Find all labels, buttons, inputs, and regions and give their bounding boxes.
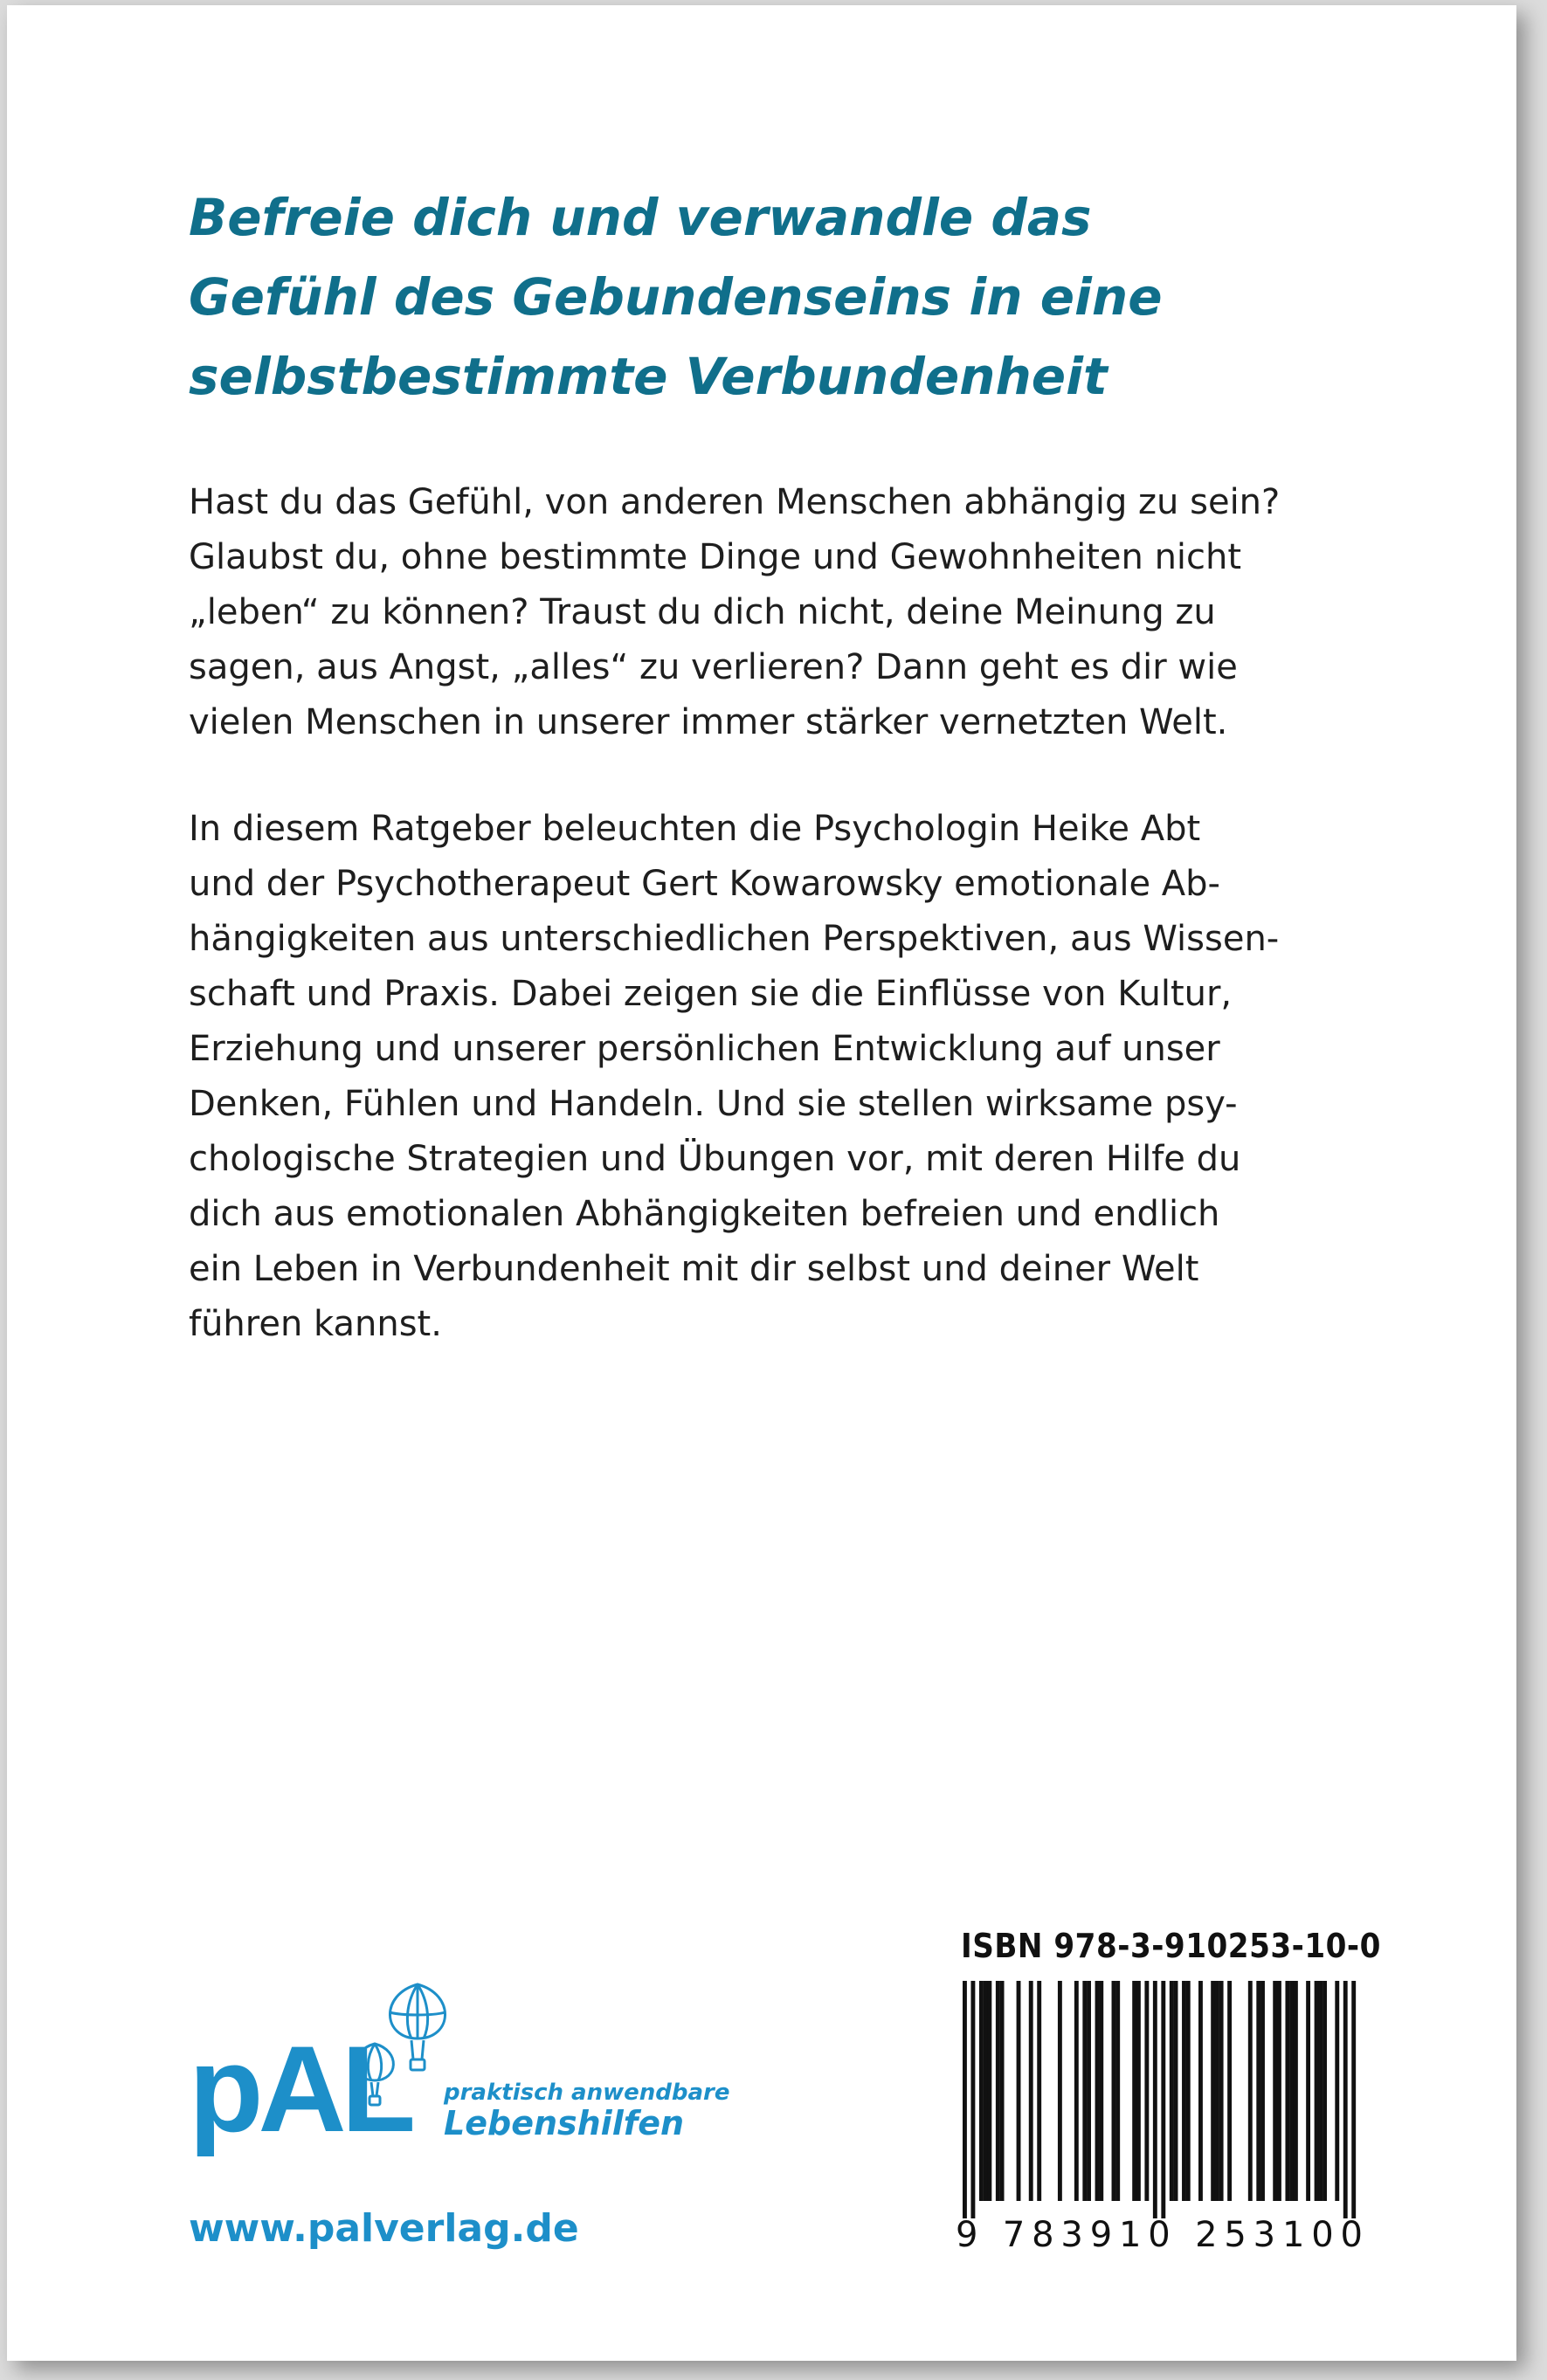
logo-tagline-top: praktisch anwendbare	[444, 2080, 730, 2106]
barcode-bar	[963, 1981, 967, 2218]
barcode-bar	[1074, 1981, 1079, 2201]
headline-line: Gefühl des Gebundenseins in eine	[189, 267, 1163, 327]
barcode-bar	[1153, 1981, 1157, 2218]
barcode-bar	[1260, 1981, 1265, 2201]
text-line: vielen Menschen in unserer immer stärker vernetzten Welt.	[189, 702, 1228, 742]
barcode-bar	[1248, 1981, 1253, 2201]
barcode-bar	[1335, 1981, 1339, 2201]
barcode-bar	[1273, 1981, 1277, 2201]
barcode-bar	[1306, 1981, 1310, 2201]
headline-line: selbstbestimmte Verbundenheit	[189, 347, 1108, 406]
text-line: Hast du das Gefühl, von anderen Menschen abhängig zu sein?	[189, 482, 1281, 522]
text-line: „leben“ zu können? Traust du dich nicht, deine Meinung zu	[189, 592, 1216, 632]
text-line: In diesem Ratgeber beleuchten die Psychologin Heike Abt	[189, 809, 1201, 849]
barcode-bar	[1289, 1981, 1294, 2201]
barcode-digits: 9 783910 253100	[956, 2215, 1363, 2255]
barcode-bar	[1323, 1981, 1327, 2201]
barcode-bar	[1174, 1981, 1178, 2201]
text-line: Glaubst du, ohne bestimmte Dinge und Gewohnheiten nicht	[189, 537, 1242, 577]
barcode-bar	[1087, 1981, 1091, 2201]
barcode-bar	[996, 1981, 1000, 2201]
barcode-bar	[1058, 1981, 1062, 2201]
barcode-bar	[1017, 1981, 1021, 2201]
barcode-bar	[1099, 1981, 1103, 2201]
text-line: sagen, aus Angst, „alles“ zu verlieren? Dann geht es dir wie	[189, 647, 1238, 687]
text-line: Erziehung und unserer persönlichen Entwicklung auf unser	[189, 1029, 1220, 1069]
barcode-bar	[1211, 1981, 1215, 2201]
headline-line: Befreie dich und verwandle das	[189, 188, 1092, 247]
barcode-bar	[1351, 1981, 1356, 2218]
barcode-bar	[1182, 1981, 1186, 2201]
barcode-bar	[1277, 1981, 1281, 2201]
logo-wordmark: pAL	[189, 2020, 411, 2157]
barcode-bar	[1198, 1981, 1203, 2201]
text-line: hängigkeiten aus unterschiedlichen Perspektiven, aus Wissen-	[189, 919, 1280, 959]
publisher-logo	[189, 1977, 730, 2204]
text-line: führen kannst.	[189, 1304, 442, 1344]
barcode-bar	[1136, 1981, 1141, 2201]
barcode-bar	[1227, 1981, 1232, 2201]
barcode-bar	[970, 1981, 975, 2218]
barcode-bar	[1343, 1981, 1348, 2218]
isbn-barcode	[950, 1977, 1368, 2255]
headline	[189, 178, 1429, 417]
barcode-bar	[1285, 1981, 1289, 2201]
barcode-bar	[1315, 1981, 1319, 2201]
logo-tagline-bottom: Lebenshilfen	[444, 2104, 685, 2142]
barcode-bar	[1082, 1981, 1087, 2201]
text-line: ein Leben in Verbundenheit mit dir selbst und deiner Welt	[189, 1249, 1199, 1289]
barcode-bar	[1144, 1981, 1149, 2201]
barcode-bar	[987, 1981, 991, 2201]
barcode-bar	[1095, 1981, 1100, 2201]
isbn-label: ISBN 978-3-910253-10-0	[961, 1927, 1381, 1965]
barcode-bar	[1219, 1981, 1224, 2201]
barcode-bar	[1132, 1981, 1136, 2201]
text-line: Denken, Fühlen und Handeln. Und sie stellen wirksame psy-	[189, 1084, 1238, 1124]
intro-paragraph	[189, 475, 1377, 750]
barcode-bar	[1115, 1981, 1120, 2201]
barcode-bar	[1318, 1981, 1323, 2201]
text-line: und der Psychotherapeut Gert Kowarowsky emotionale Ab-	[189, 864, 1220, 904]
text-line: dich aus emotionalen Abhängigkeiten befreien und endlich	[189, 1194, 1220, 1234]
barcode-bar	[1170, 1981, 1174, 2201]
description-paragraph	[189, 802, 1377, 1352]
barcode-bars	[963, 1981, 1356, 2218]
barcode-bar	[1256, 1981, 1260, 2201]
barcode-bar	[1037, 1981, 1041, 2201]
text-line: chologische Strategien und Übungen vor, mit deren Hilfe du	[189, 1139, 1241, 1179]
book-back-cover	[7, 5, 1516, 2361]
barcode-bar	[1161, 1981, 1165, 2218]
barcode-bar	[979, 1981, 984, 2201]
publisher-website-link[interactable]: www.palverlag.de	[189, 2206, 579, 2251]
barcode-bar	[1294, 1981, 1298, 2201]
text-line: schaft und Praxis. Dabei zeigen sie die Einflüsse von Kultur,	[189, 974, 1233, 1014]
barcode-bar	[1112, 1981, 1116, 2201]
barcode-bar	[1186, 1981, 1191, 2201]
barcode-bar	[1029, 1981, 1033, 2201]
barcode-bar	[984, 1981, 988, 2201]
barcode-bar	[1000, 1981, 1005, 2201]
barcode-bar	[1215, 1981, 1219, 2201]
